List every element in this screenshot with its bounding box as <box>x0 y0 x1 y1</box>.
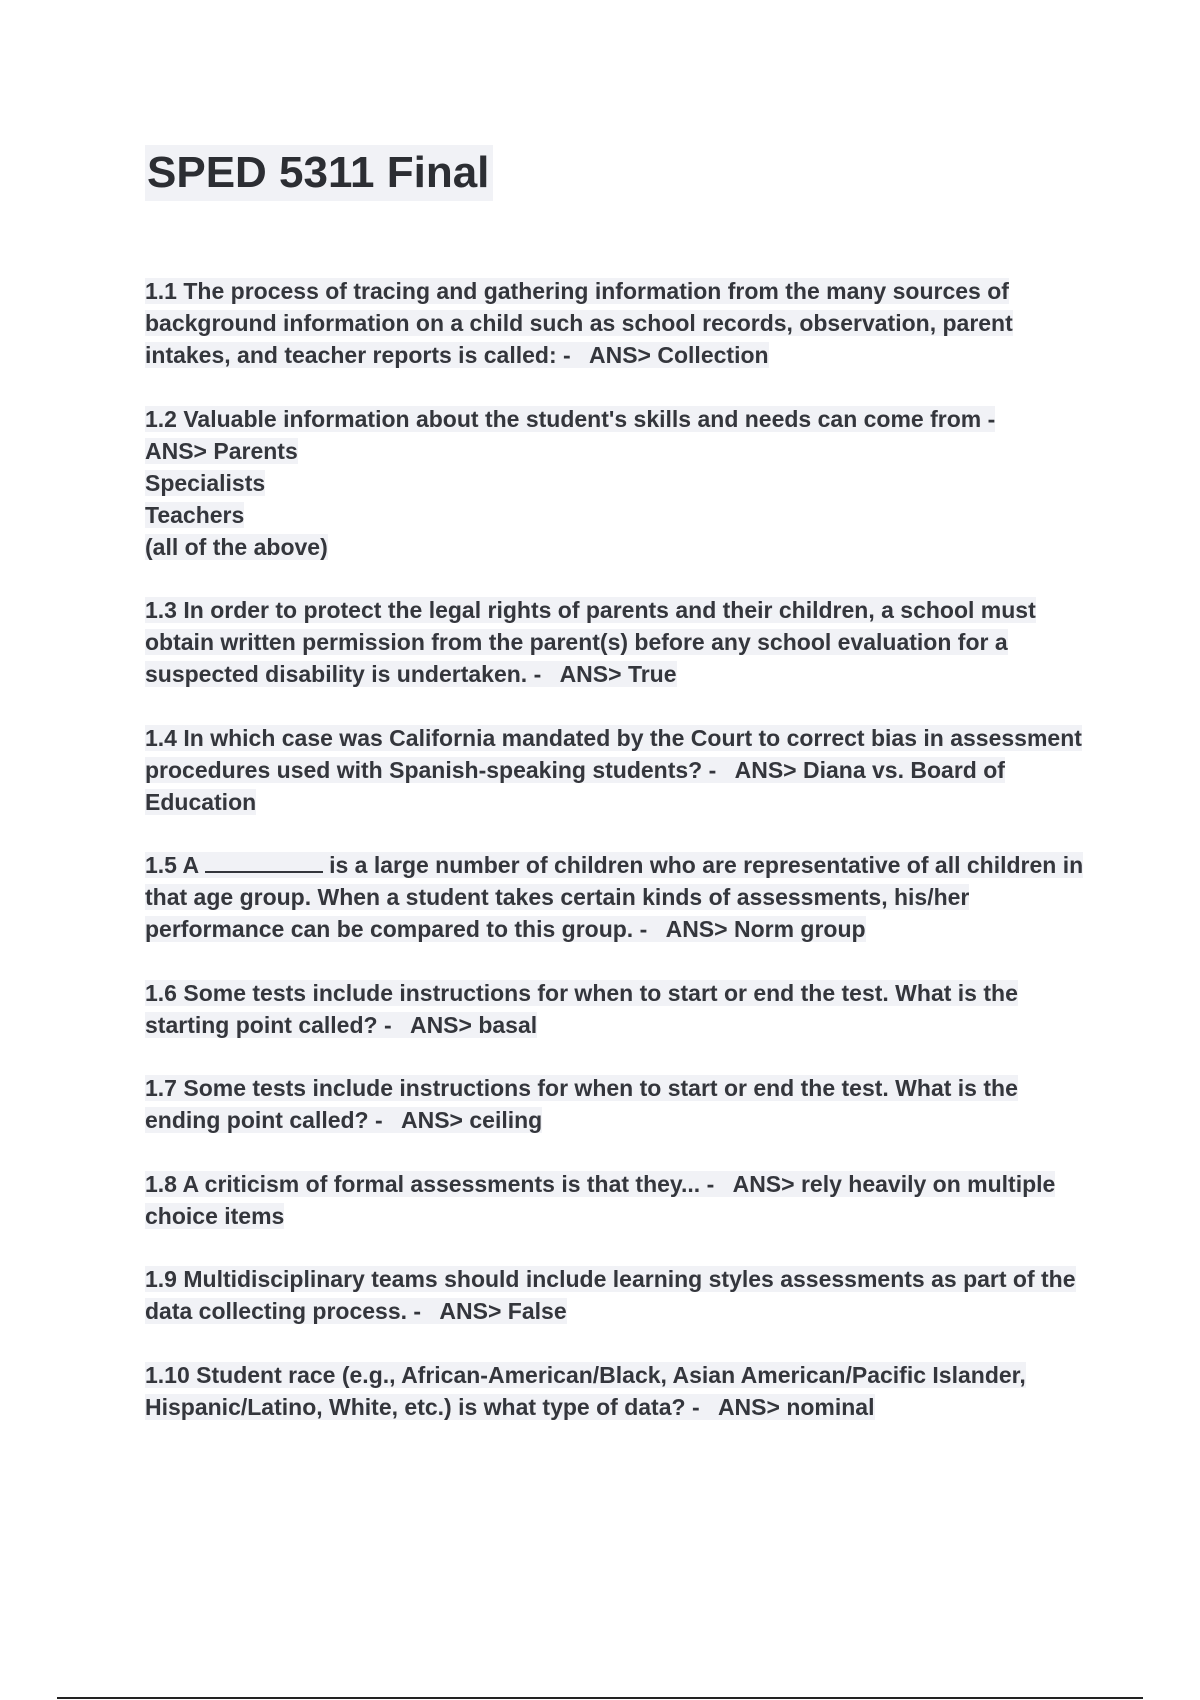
answer-line: Teachers <box>145 501 245 528</box>
page-title: SPED 5311 Final <box>145 145 493 201</box>
answer-text: ANS> Diana vs. Board of Education <box>145 756 1005 815</box>
question-text: 1.3 In order to protect the legal rights of parents and their children, a school must obtain written permission from the parent(s) before any school evaluation for a suspected disability is undertaken. - <box>145 597 1036 687</box>
answer-line: Specialists <box>145 469 266 496</box>
answer-text: ANS> basal <box>409 1011 538 1038</box>
question-text: 1.4 In which case was California mandated by the Court to correct bias in assessment procedures used with Spanish-speaking students? - <box>145 724 1082 783</box>
answer-text: ANS> False <box>439 1298 567 1324</box>
fill-in-blank <box>205 851 323 873</box>
qa-item-1-3 <box>145 594 1095 690</box>
qa-item-1-10 <box>145 1359 1095 1423</box>
qa-item-1-4 <box>145 722 1095 818</box>
answer-text: ANS> rely heavily on multiple choice items <box>145 1170 1056 1229</box>
qa-item-1-9 <box>145 1263 1095 1327</box>
question-text: 1.10 Student race (e.g., African-American/Black, Asian American/Pacific Islander, Hispanic/Latino, White, etc.) is what type of data? - <box>145 1361 1026 1420</box>
question-text-after-blank: is a large number of children who are representative of all children in that age group. When a student takes certain kinds of assessments, his/her performance can be compared to this group. - <box>145 852 1084 942</box>
answer-text: ANS> Norm group <box>665 916 866 942</box>
answer-text: ANS> Collection <box>589 342 769 368</box>
qa-item-1-7 <box>145 1072 1095 1136</box>
qa-item-1-8 <box>145 1168 1095 1232</box>
question-text: 1.7 Some tests include instructions for when to start or end the test. What is the ending point called? - <box>145 1075 1018 1133</box>
answer-text: ANS> nominal <box>717 1393 875 1420</box>
qa-list <box>145 275 1095 1454</box>
answer-text: ANS> ceiling <box>401 1107 543 1133</box>
footer-divider <box>57 1697 1143 1699</box>
qa-item-1-5 <box>145 849 1095 945</box>
answer-line: (all of the above) <box>145 533 328 560</box>
qa-item-1-6 <box>145 977 1095 1041</box>
answer-line: ANS> Parents <box>145 437 298 464</box>
qa-item-1-1 <box>145 275 1095 371</box>
question-text: 1.9 Multidisciplinary teams should include learning styles assessments as part of the data collecting process. - <box>145 1266 1076 1324</box>
question-text: 1.8 A criticism of formal assessments is that they... - <box>145 1170 715 1197</box>
qa-item-1-2 <box>145 403 1095 563</box>
answer-text: ANS> True <box>559 661 677 687</box>
question-text-before-blank: 1.5 A <box>145 852 199 878</box>
question-text: 1.2 Valuable information about the student's skills and needs can come from - <box>145 405 996 432</box>
question-text: 1.6 Some tests include instructions for when to start or end the test. What is the starting point called? - <box>145 979 1018 1038</box>
question-text: 1.1 The process of tracing and gathering information from the many sources of background information on a child such as school records, observation, parent intakes, and teacher reports is called: - <box>145 278 1013 368</box>
